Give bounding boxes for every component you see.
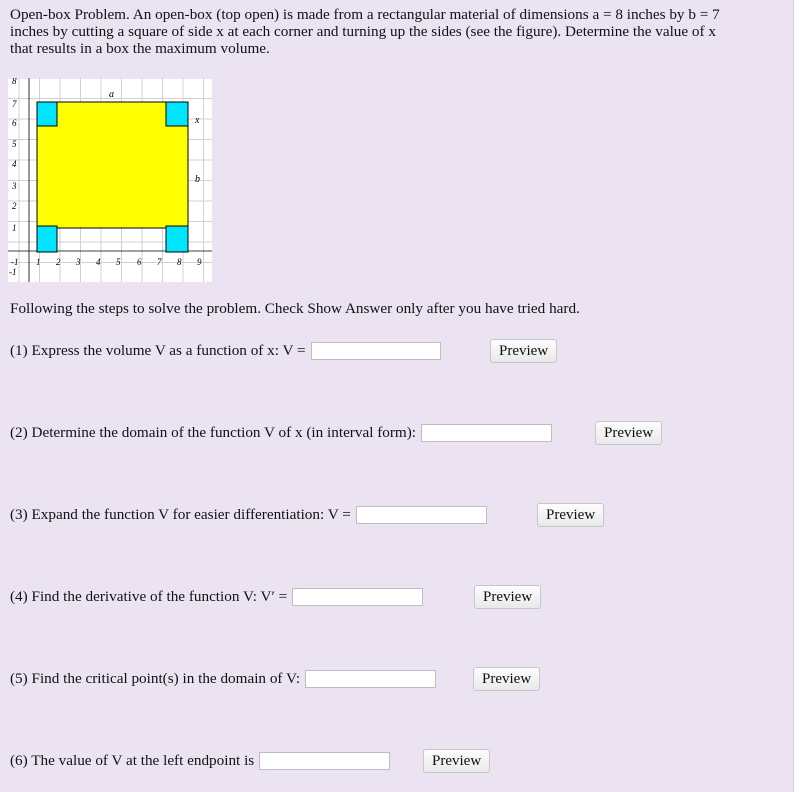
- y-tick-label: 3: [12, 181, 17, 191]
- step-4-preview-button[interactable]: Preview: [474, 585, 541, 609]
- x-tick-label: 6: [137, 257, 142, 267]
- step-6-answer-input[interactable]: [259, 752, 390, 770]
- y-tick-label: 4: [12, 159, 17, 169]
- y-tick-label: 1: [12, 223, 17, 233]
- x-tick-label: 8: [177, 257, 182, 267]
- y-tick-label: -1: [9, 267, 17, 277]
- step-1-label: (1) Express the volume V as a function of x: V =: [10, 342, 306, 359]
- step-3-answer-input[interactable]: [356, 506, 487, 524]
- step-5-preview-button[interactable]: Preview: [473, 667, 540, 691]
- x-tick-label: 9: [197, 257, 202, 267]
- corner-square-bottom-left: [37, 226, 57, 252]
- step-5-answer-input[interactable]: [305, 670, 436, 688]
- problem-line-3: that results in a box the maximum volume.: [10, 40, 270, 57]
- x-tick-label: 4: [96, 257, 101, 267]
- material-sheet: [37, 102, 188, 228]
- x-tick-label: 3: [76, 257, 81, 267]
- step-6-label: (6) The value of V at the left endpoint is: [10, 752, 255, 769]
- problem-line-2: inches by cutting a square of side x at each corner and turning up the sides (see the figure). Determine the value of x: [10, 23, 716, 40]
- problem-statement: [10, 6, 780, 57]
- step-3-label: (3) Expand the function V for easier differentiation: V =: [10, 506, 351, 523]
- corner-square-bottom-right: [166, 226, 188, 252]
- step-5-label: (5) Find the critical point(s) in the domain of V:: [10, 670, 301, 687]
- step-6-row: [10, 752, 390, 770]
- step-1-row: [10, 342, 441, 360]
- x-tick-label: 5: [116, 257, 121, 267]
- y-tick-label: 8: [12, 78, 17, 86]
- problem-line-1: Open-box Problem. An open-box (top open) is made from a rectangular material of dimensions a = 8 inches by b = 7: [10, 6, 720, 23]
- step-4-answer-input[interactable]: [292, 588, 423, 606]
- step-2-answer-input[interactable]: [421, 424, 552, 442]
- x-tick-label: 2: [56, 257, 61, 267]
- x-tick-label: 7: [157, 257, 162, 267]
- step-1-preview-button[interactable]: Preview: [490, 339, 557, 363]
- instructions-text: Following the steps to solve the problem. Check Show Answer only after you have tried hard.: [10, 300, 580, 317]
- step-3-preview-button[interactable]: Preview: [537, 503, 604, 527]
- step-5-row: [10, 670, 436, 688]
- step-2-label: (2) Determine the domain of the function V of x (in interval form):: [10, 424, 417, 441]
- step-4-label: (4) Find the derivative of the function V: V′ =: [10, 588, 288, 605]
- open-box-figure: [8, 78, 212, 282]
- label-b: b: [195, 174, 200, 185]
- y-tick-label: 6: [12, 118, 17, 128]
- y-tick-label: 7: [12, 99, 17, 109]
- step-3-row: [10, 506, 487, 524]
- step-4-row: [10, 588, 423, 606]
- x-tick-label: -1: [11, 257, 19, 267]
- x-tick-label: 1: [36, 257, 41, 267]
- label-a: a: [109, 89, 114, 100]
- corner-square-top-right: [166, 102, 188, 126]
- corner-square-top-left: [37, 102, 57, 126]
- figure-svg: [8, 78, 212, 282]
- y-tick-label: 5: [12, 139, 17, 149]
- step-2-preview-button[interactable]: Preview: [595, 421, 662, 445]
- step-2-row: [10, 424, 552, 442]
- y-axis-ticks: [9, 78, 17, 277]
- step-6-preview-button[interactable]: Preview: [423, 749, 490, 773]
- step-1-answer-input[interactable]: [311, 342, 441, 360]
- label-x: x: [195, 115, 200, 126]
- y-tick-label: 2: [12, 201, 17, 211]
